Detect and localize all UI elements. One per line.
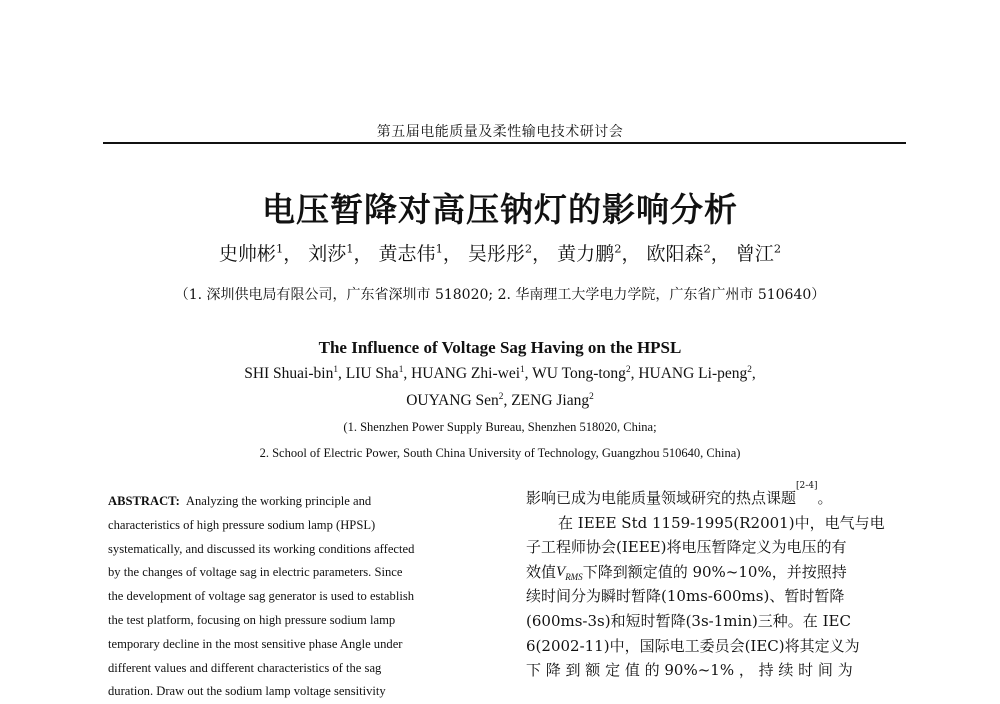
body-line: 6(2002-11)中，国际电工委员会(IEC)将其定义为 [526,636,860,655]
running-header: 第五届电能质量及柔性输电技术研讨会 [376,124,624,140]
body-line [526,481,890,511]
abstract-line: by the changes of voltage sag in electric parameters. Since [108,565,403,580]
body-text: 效值 [526,562,557,581]
body-line: 在 IEEE Std 1159-1995(R2001)中，电气与电 [558,513,885,532]
en-author: SHI Shuai-bin [244,365,334,382]
cn-author: 黄力鹏 [557,243,615,265]
english-authors-line-1: SHI Shuai-bin$^1$, LIU Sha$^1$, HUANG Zhi-wei$^1$, WU Tong-tong$^2$, HUANG Li-peng$^2$, [244,364,756,382]
abstract-line: characteristics of high pressure sodium lamp (HPSL) [108,517,376,532]
en-author-sup: 1 [398,364,404,375]
en-author-sup: 1 [333,364,338,375]
cn-author-sup: 1 [275,241,284,256]
citation: [2-4] [796,481,818,491]
en-author-sup: 2 [625,364,631,375]
body-text: 下降到额定值的 90%~10%，并按照持 [582,562,847,581]
english-affiliation-1: (1. Shenzhen Power Supply Bureau, Shenzhen 518020, China; [343,420,657,434]
abstract-line: temporary decline in the most sensitive phase Angle under [108,636,403,651]
cn-author-sup: 1 [346,241,354,256]
en-author-sup: 2 [747,364,752,375]
english-affiliation-2: 2. School of Electric Power, South China University of Technology, Guangzhou 510640, China) [259,446,741,460]
abstract-column [108,490,474,704]
vrms-sub: RMS [565,571,583,582]
en-author: OUYANG Sen [406,392,499,409]
en-author: ZENG Jiang [511,392,590,409]
en-author: WU Tong-tong [532,365,626,382]
cn-author: 吴彤彤 [467,243,525,265]
body-text: 影响已成为电能质量领域研究的热点课题 [526,489,797,507]
body-line: (600ms-3s)和短时暂降(3s-1min)三种。在 IEC [526,611,851,630]
cn-author: 史帅彬 [218,243,276,265]
body-right-column [526,481,890,683]
cn-author: 曾江 [735,243,774,265]
body-line: 子工程师协会(IEEE)将电压暂降定义为电压的有 [526,538,847,557]
cn-author-sup: 2 [773,241,782,256]
english-authors-line-2: OUYANG Sen$^2$, ZENG Jiang$^2$ [406,391,594,409]
chinese-authors: 史帅彬$^1$， 刘莎$^1$， 黄志伟$^1$， 吴彤彤$^2$， 黄力鹏$^2$， 欧阳森$^2$， 曾江$^2$ [218,241,782,265]
body-line [526,560,890,585]
en-author: HUANG Li-peng [638,365,748,382]
abstract-line: systematically, and discussed its working conditions affected [108,541,415,556]
vrms-var: V [556,563,566,580]
abstract-line [108,490,474,514]
abstract-line: different values and different characteristics of the sag [108,660,382,675]
header-rule [103,142,906,144]
cn-author: 黄志伟 [378,243,436,265]
cn-author: 刘莎 [308,243,347,265]
body-text: 。 [817,489,833,507]
body-line: 下 降 到 额 定 值 的 90%~1% ， 持 续 时 间 为 [526,661,853,680]
abstract-label: ABSTRACT: [108,494,180,508]
en-author-sup: 1 [520,364,525,375]
en-author: LIU Sha [345,365,399,382]
abstract-text: Analyzing the working principle and [185,494,372,508]
chinese-title: 电压暂降对高压钠灯的影响分析 [262,190,738,229]
chinese-affiliation: （1. 深圳供电局有限公司，广东省深圳市 518020; 2. 华南理工大学电力学院，广东省广州市 510640） [174,287,826,303]
en-author: HUANG Zhi-wei [411,365,521,382]
cn-author-sup: 1 [435,241,443,256]
abstract-line: the test platform, focusing on high pressure sodium lamp [108,612,396,627]
body-line: 续时间分为瞬时暂降(10ms-600ms)、暂时暂降 [526,587,845,606]
en-author-sup: 2 [589,391,594,402]
cn-author-sup: 2 [524,241,533,256]
abstract-line: the development of voltage sag generator is used to establish [108,589,415,604]
cn-author-sup: 2 [703,241,711,256]
en-author-sup: 2 [498,391,504,402]
cn-author-sup: 2 [614,241,622,256]
cn-author: 欧阳森 [646,243,704,265]
abstract-line: duration. Draw out the sodium lamp voltage sensitivity [108,684,386,699]
english-title: The Influence of Voltage Sag Having on the HPSL [318,338,682,357]
vrms-symbol [556,560,583,585]
